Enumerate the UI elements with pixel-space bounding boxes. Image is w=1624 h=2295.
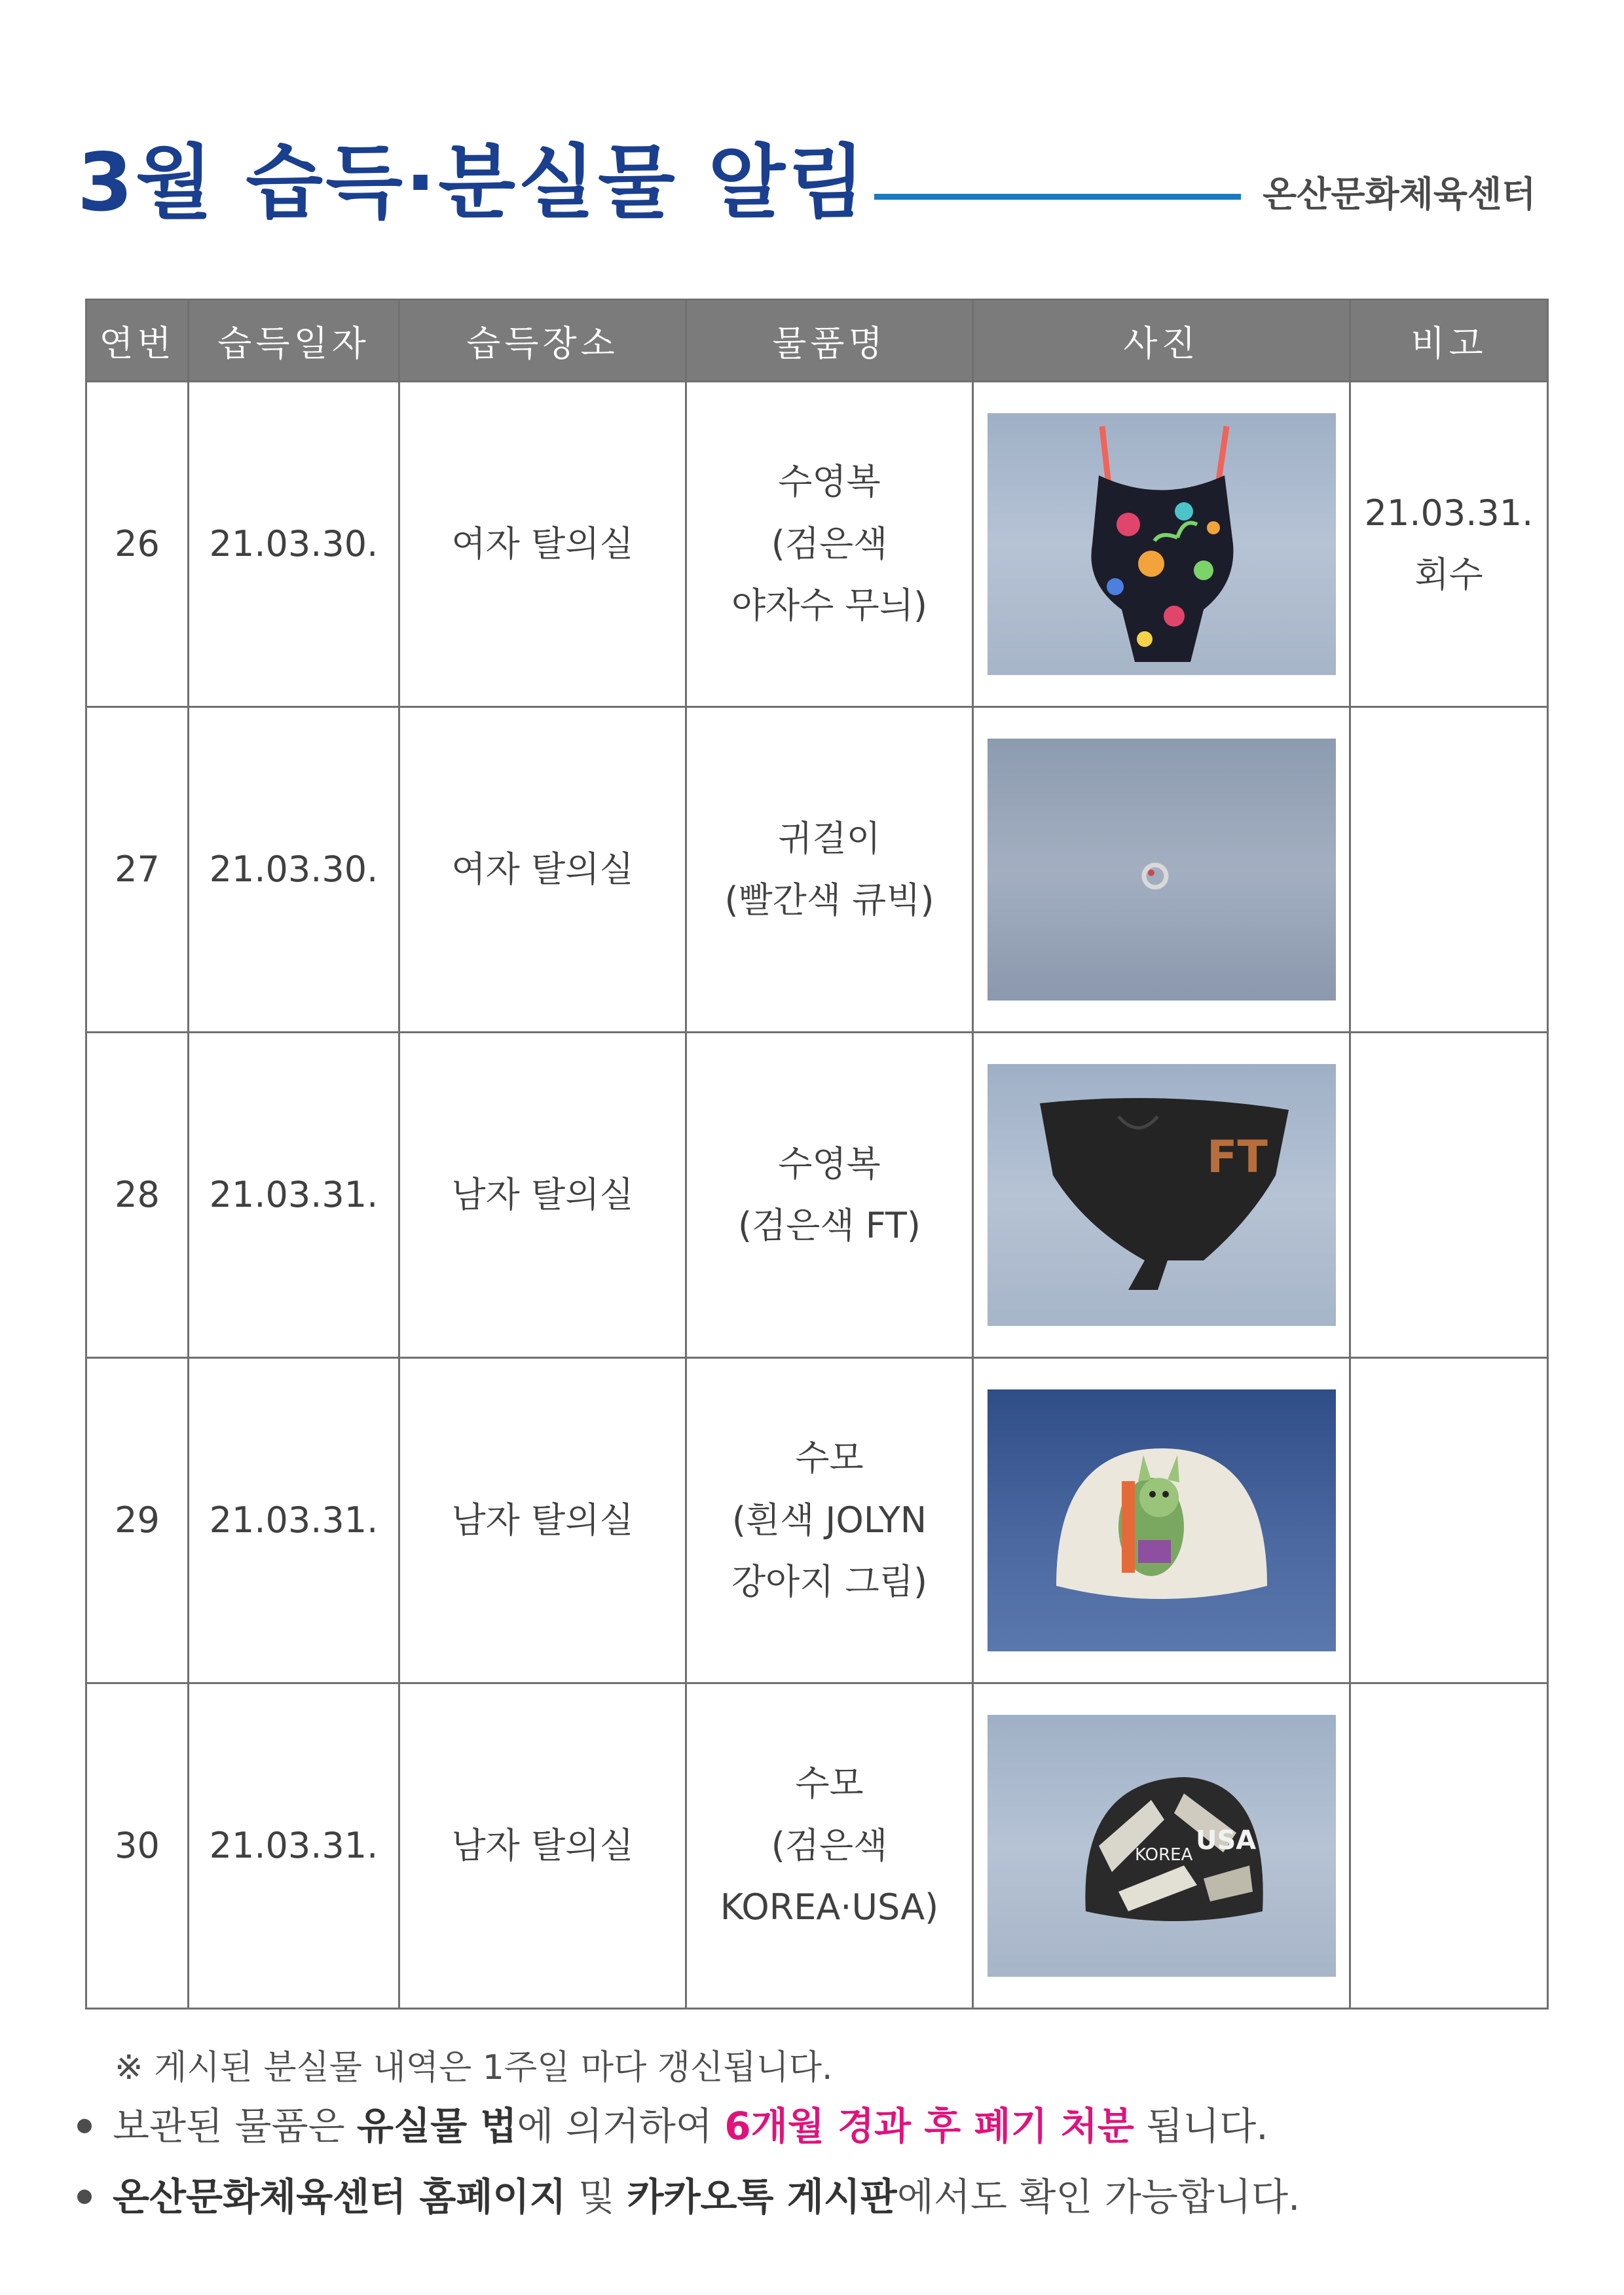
column-header-remark: 비고 xyxy=(1350,300,1548,382)
table-header-row xyxy=(86,300,1548,382)
item-name-line: 야자수 무늬) xyxy=(731,585,928,627)
notice-text: 됩니다. xyxy=(1134,2104,1268,2148)
cell-photo xyxy=(973,707,1350,1033)
cell-photo xyxy=(973,382,1350,707)
column-header-item: 물품명 xyxy=(686,300,973,382)
cell-no: 30 xyxy=(86,1683,189,2009)
bullet-dot-icon xyxy=(77,2119,92,2133)
cell-date: 21.03.31. xyxy=(189,1358,399,1683)
cell-remark xyxy=(1350,1358,1548,1683)
black-swim-brief-photo xyxy=(987,1064,1336,1326)
organization-name: 온산문화체육센터 xyxy=(1263,174,1536,215)
item-name-line: 수모 xyxy=(795,1763,864,1805)
black-swim-cap-photo xyxy=(987,1715,1336,1977)
item-name-line: (빨간색 큐빅) xyxy=(724,879,934,921)
cell-place: 남자 탈의실 xyxy=(399,1358,686,1683)
bullet-dot-icon xyxy=(77,2190,92,2204)
column-header-date: 습득일자 xyxy=(189,300,399,382)
item-name-line: 수영복 xyxy=(778,1143,881,1184)
cell-place: 남자 탈의실 xyxy=(399,1683,686,2009)
column-header-place: 습득장소 xyxy=(399,300,686,382)
cell-item xyxy=(686,1358,973,1683)
page-title: 3월 습득·분실물 알림 xyxy=(77,136,868,229)
remark-line: 회수 xyxy=(1414,554,1483,595)
black-floral-swimsuit-photo xyxy=(987,413,1336,675)
cell-photo xyxy=(973,1033,1350,1358)
notice-bold-text: 카카오톡 게시판 xyxy=(627,2175,897,2219)
column-header-photo: 사진 xyxy=(973,300,1350,382)
info-channel-notice xyxy=(77,2166,1300,2221)
cell-item xyxy=(686,1683,973,2009)
notice-bold-text: 온산문화체육센터 홈페이지 xyxy=(113,2175,566,2219)
remark-line: 21.03.31. xyxy=(1364,492,1534,534)
table-row xyxy=(86,707,1548,1033)
table-row xyxy=(86,382,1548,707)
cell-place: 여자 탈의실 xyxy=(399,707,686,1033)
table-row xyxy=(86,1033,1548,1358)
cell-remark xyxy=(1350,382,1548,707)
notice-bold-text: 유실물 법 xyxy=(357,2104,517,2148)
cell-no: 27 xyxy=(86,707,189,1033)
cell-remark xyxy=(1350,707,1548,1033)
item-name-line: 귀걸이 xyxy=(778,817,881,859)
item-name-line: KOREA·USA) xyxy=(720,1886,939,1928)
column-header-no: 연번 xyxy=(86,300,189,382)
title-divider-line xyxy=(874,194,1241,200)
table-row xyxy=(86,1358,1548,1683)
ft-logo-text: FT xyxy=(1206,1131,1268,1183)
disposal-highlight: 6개월 경과 후 폐기 처분 xyxy=(724,2104,1134,2148)
table-row xyxy=(86,1683,1548,2009)
cell-date: 21.03.30. xyxy=(189,382,399,707)
item-name-line: (흰색 JOLYN xyxy=(731,1499,927,1541)
notice-text: 보관된 물품은 xyxy=(113,2104,358,2148)
item-name-line: (검은색 FT) xyxy=(738,1205,921,1246)
cell-date: 21.03.30. xyxy=(189,707,399,1033)
earring-photo xyxy=(987,739,1336,1001)
item-name-line: 수모 xyxy=(795,1437,864,1479)
cell-photo xyxy=(973,1683,1350,2009)
cap-text-usa: USA xyxy=(1195,1826,1256,1856)
white-swim-cap-photo xyxy=(987,1389,1336,1651)
notice-text: 및 xyxy=(566,2175,627,2219)
item-name-line: (검은색 xyxy=(771,523,888,564)
lost-and-found-table xyxy=(85,299,1549,2010)
item-name-line: 수영복 xyxy=(778,461,881,503)
notice-text: 에 의거하여 xyxy=(517,2104,725,2148)
item-name-line: (검은색 xyxy=(771,1824,888,1866)
disposal-notice xyxy=(77,2095,1268,2150)
cell-remark xyxy=(1350,1683,1548,2009)
cell-date: 21.03.31. xyxy=(189,1683,399,2009)
notice-text: 에서도 확인 가능합니다. xyxy=(896,2175,1301,2219)
cell-photo xyxy=(973,1358,1350,1683)
cell-item xyxy=(686,382,973,707)
cell-item xyxy=(686,1033,973,1358)
cap-text-korea: KOREA xyxy=(1134,1845,1192,1865)
cell-date: 21.03.31. xyxy=(189,1033,399,1358)
cell-item xyxy=(686,707,973,1033)
cell-no: 26 xyxy=(86,382,189,707)
cell-no: 29 xyxy=(86,1358,189,1683)
cell-no: 28 xyxy=(86,1033,189,1358)
cell-place: 남자 탈의실 xyxy=(399,1033,686,1358)
update-notice: ※ 게시된 분실물 내역은 1주일 마다 갱신됩니다. xyxy=(115,2048,833,2087)
cell-remark xyxy=(1350,1033,1548,1358)
cell-place: 여자 탈의실 xyxy=(399,382,686,707)
item-name-line: 강아지 그림) xyxy=(731,1561,928,1603)
